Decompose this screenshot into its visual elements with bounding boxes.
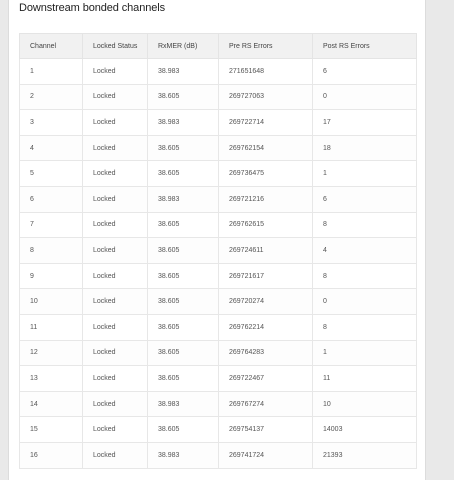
section-title: Downstream bonded channels xyxy=(19,2,165,14)
cell-pre-rs-errors: 269724611 xyxy=(219,238,313,264)
cell-channel: 4 xyxy=(20,135,83,161)
cell-pre-rs-errors: 269722714 xyxy=(219,110,313,136)
table-body xyxy=(20,59,417,469)
cell-channel: 2 xyxy=(20,84,83,110)
cell-rxmer: 38.605 xyxy=(148,417,219,443)
table-row xyxy=(20,442,417,468)
table-row xyxy=(20,417,417,443)
table-row xyxy=(20,289,417,315)
cell-rxmer: 38.605 xyxy=(148,212,219,238)
cell-channel: 3 xyxy=(20,110,83,136)
cell-locked-status: Locked xyxy=(83,366,148,392)
cell-pre-rs-errors: 269762615 xyxy=(219,212,313,238)
cell-channel: 5 xyxy=(20,161,83,187)
cell-pre-rs-errors: 269720274 xyxy=(219,289,313,315)
cell-rxmer: 38.605 xyxy=(148,84,219,110)
cell-post-rs-errors: 11 xyxy=(313,366,417,392)
cell-pre-rs-errors: 269721216 xyxy=(219,186,313,212)
table-row xyxy=(20,110,417,136)
cell-rxmer: 38.983 xyxy=(148,442,219,468)
cell-pre-rs-errors: 269762154 xyxy=(219,135,313,161)
cell-pre-rs-errors: 269727063 xyxy=(219,84,313,110)
cell-locked-status: Locked xyxy=(83,263,148,289)
cell-rxmer: 38.983 xyxy=(148,186,219,212)
table-row xyxy=(20,238,417,264)
table-row xyxy=(20,186,417,212)
table-row xyxy=(20,314,417,340)
cell-rxmer: 38.605 xyxy=(148,263,219,289)
cell-post-rs-errors: 21393 xyxy=(313,442,417,468)
cell-rxmer: 38.605 xyxy=(148,135,219,161)
cell-locked-status: Locked xyxy=(83,110,148,136)
cell-channel: 1 xyxy=(20,59,83,85)
table-row xyxy=(20,391,417,417)
cell-channel: 16 xyxy=(20,442,83,468)
cell-locked-status: Locked xyxy=(83,212,148,238)
cell-rxmer: 38.605 xyxy=(148,238,219,264)
cell-pre-rs-errors: 269722467 xyxy=(219,366,313,392)
cell-locked-status: Locked xyxy=(83,391,148,417)
table-row xyxy=(20,161,417,187)
cell-channel: 9 xyxy=(20,263,83,289)
cell-post-rs-errors: 18 xyxy=(313,135,417,161)
cell-post-rs-errors: 14003 xyxy=(313,417,417,443)
cell-pre-rs-errors: 269762214 xyxy=(219,314,313,340)
cell-channel: 8 xyxy=(20,238,83,264)
cell-locked-status: Locked xyxy=(83,161,148,187)
header-locked-status: Locked Status xyxy=(83,34,148,59)
cell-post-rs-errors: 6 xyxy=(313,59,417,85)
cell-post-rs-errors: 0 xyxy=(313,84,417,110)
cell-post-rs-errors: 8 xyxy=(313,314,417,340)
header-channel: Channel xyxy=(20,34,83,59)
table-row xyxy=(20,340,417,366)
header-row xyxy=(20,34,417,59)
cell-rxmer: 38.605 xyxy=(148,366,219,392)
table-row xyxy=(20,366,417,392)
cell-rxmer: 38.983 xyxy=(148,391,219,417)
cell-locked-status: Locked xyxy=(83,340,148,366)
cell-post-rs-errors: 10 xyxy=(313,391,417,417)
cell-pre-rs-errors: 271651648 xyxy=(219,59,313,85)
table-row xyxy=(20,263,417,289)
table-row xyxy=(20,59,417,85)
cell-pre-rs-errors: 269764283 xyxy=(219,340,313,366)
table-header xyxy=(20,34,417,59)
cell-channel: 13 xyxy=(20,366,83,392)
downstream-panel xyxy=(8,0,426,480)
cell-pre-rs-errors: 269767274 xyxy=(219,391,313,417)
cell-pre-rs-errors: 269736475 xyxy=(219,161,313,187)
cell-channel: 15 xyxy=(20,417,83,443)
cell-pre-rs-errors: 269721617 xyxy=(219,263,313,289)
cell-rxmer: 38.605 xyxy=(148,314,219,340)
cell-rxmer: 38.605 xyxy=(148,289,219,315)
cell-rxmer: 38.605 xyxy=(148,161,219,187)
cell-locked-status: Locked xyxy=(83,417,148,443)
cell-rxmer: 38.983 xyxy=(148,59,219,85)
cell-locked-status: Locked xyxy=(83,289,148,315)
downstream-channels-table xyxy=(19,33,417,469)
cell-channel: 11 xyxy=(20,314,83,340)
header-pre-rs-errors: Pre RS Errors xyxy=(219,34,313,59)
cell-pre-rs-errors: 269754137 xyxy=(219,417,313,443)
table-row xyxy=(20,84,417,110)
cell-pre-rs-errors: 269741724 xyxy=(219,442,313,468)
cell-channel: 7 xyxy=(20,212,83,238)
header-rxmer: RxMER (dB) xyxy=(148,34,219,59)
cell-post-rs-errors: 17 xyxy=(313,110,417,136)
cell-channel: 10 xyxy=(20,289,83,315)
cell-channel: 12 xyxy=(20,340,83,366)
header-post-rs-errors: Post RS Errors xyxy=(313,34,417,59)
cell-locked-status: Locked xyxy=(83,238,148,264)
cell-locked-status: Locked xyxy=(83,186,148,212)
table-row xyxy=(20,212,417,238)
cell-channel: 14 xyxy=(20,391,83,417)
cell-locked-status: Locked xyxy=(83,442,148,468)
cell-post-rs-errors: 0 xyxy=(313,289,417,315)
cell-channel: 6 xyxy=(20,186,83,212)
cell-locked-status: Locked xyxy=(83,59,148,85)
cell-rxmer: 38.605 xyxy=(148,340,219,366)
cell-locked-status: Locked xyxy=(83,135,148,161)
cell-post-rs-errors: 6 xyxy=(313,186,417,212)
cell-post-rs-errors: 4 xyxy=(313,238,417,264)
table-row xyxy=(20,135,417,161)
cell-post-rs-errors: 1 xyxy=(313,340,417,366)
cell-locked-status: Locked xyxy=(83,84,148,110)
cell-post-rs-errors: 8 xyxy=(313,212,417,238)
cell-post-rs-errors: 8 xyxy=(313,263,417,289)
cell-post-rs-errors: 1 xyxy=(313,161,417,187)
cell-locked-status: Locked xyxy=(83,314,148,340)
cell-rxmer: 38.983 xyxy=(148,110,219,136)
